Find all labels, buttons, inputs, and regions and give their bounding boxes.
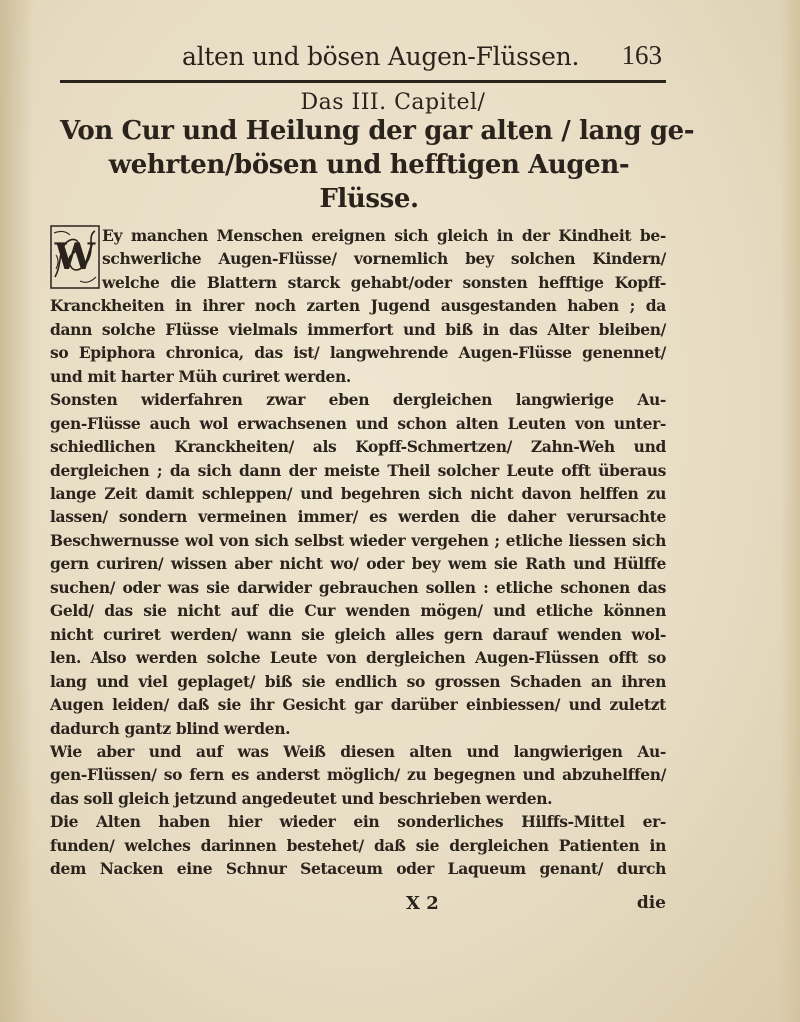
text-line: gen-Flüsse auch wol erwachsenen und schon alten Leuten von unter-: [50, 413, 666, 433]
chapter-title: [60, 114, 695, 216]
text-line: Kranckheiten in ihrer noch zarten Jugend ausgestanden haben ; da: [50, 296, 666, 316]
text-line: dann solche Flüsse vielmals immerfort und biß in das Alter bleiben/: [50, 319, 666, 339]
chapter-title-line: Flüsse.: [319, 184, 419, 214]
text-line: funden/ welches darinnen bestehet/ daß sie dergleichen Patienten in: [50, 835, 666, 855]
text-line: Die Alten haben hier wieder ein sonderliches Hilffs-Mittel er-: [50, 812, 666, 832]
running-head: [60, 38, 668, 78]
drop-initial-letter: W: [54, 236, 96, 278]
text-line: lang und viel geplaget/ biß sie endlich so grossen Schaden an ihren: [50, 671, 666, 691]
text-line: len. Also werden solche Leute von dergleichen Augen-Flüssen offt so: [50, 648, 666, 668]
text-line: schwerliche Augen-Flüsse/ vornemlich bey solchen Kindern/: [102, 249, 666, 269]
page-number: 163: [621, 40, 662, 70]
signature-mark: X 2: [406, 893, 439, 914]
text-line: dergleichen ; da sich dann der meiste Theil solcher Leute offt überaus: [50, 460, 666, 480]
text-line: gern curiren/ wissen aber nicht wo/ oder bey wem sie Rath und Hülffe: [50, 554, 666, 574]
chapter-label: Das III. Capitel/: [300, 90, 486, 115]
text-line: suchen/ oder was sie darwider gebrauchen sollen : etliche schonen das: [50, 577, 666, 597]
chapter-title-line: wehrten/bösen und hefftigen Augen-: [108, 150, 630, 180]
text-line: welche die Blattern starck gehabt/oder sonsten hefftige Kopff-: [102, 272, 666, 292]
chapter-title-line: Von Cur und Heilung der gar alten / lang ge-: [60, 116, 695, 146]
text-line: und mit harter Müh curiret werden.: [50, 366, 351, 386]
body-text: [50, 224, 666, 881]
text-line: dem Nacken eine Schnur Setaceum oder Laqueum genant/ durch: [50, 859, 666, 879]
text-line: das soll gleich jetzund angedeutet und beschrieben werden.: [50, 788, 553, 808]
header-rule: [60, 80, 666, 83]
catchword: die: [636, 893, 666, 913]
text-line: Geld/ das sie nicht auf die Cur wenden mögen/ und etliche können: [50, 601, 666, 621]
text-line: gen-Flüssen/ so fern es anderst möglich/ zu begegnen und abzuhelffen/: [50, 765, 666, 785]
page-footer: [50, 893, 666, 919]
text-line: Ey manchen Menschen ereignen sich gleich in der Kindheit be-: [102, 226, 666, 245]
text-line: Augen leiden/ daß sie ihr Gesicht gar darüber einbiessen/ und zuletzt: [50, 695, 666, 715]
text-line: schiedlichen Kranckheiten/ als Kopff-Schmertzen/ Zahn-Weh und: [50, 437, 666, 457]
text-line: lange Zeit damit schleppen/ und begehren sich nicht davon helffen zu: [50, 483, 666, 503]
text-line: dadurch gantz blind werden.: [50, 718, 291, 738]
text-line: lassen/ sondern vermeinen immer/ es werden die daher verursachte: [50, 507, 666, 527]
text-line: Beschwernusse wol von sich selbst wieder vergehen ; etliche liessen sich: [50, 530, 666, 550]
text-line: nicht curiret werden/ wann sie gleich alles gern darauf wenden wol-: [50, 624, 666, 644]
running-title: alten und bösen Augen-Flüssen.: [182, 42, 580, 71]
text-line: Sonsten widerfahren zwar eben dergleichen langwierige Au-: [50, 390, 666, 410]
text-line: Wie aber und auf was Weiß diesen alten und langwierigen Au-: [50, 741, 666, 761]
text-line: so Epiphora chronica, das ist/ langwehrende Augen-Flüsse genennet/: [50, 343, 666, 363]
